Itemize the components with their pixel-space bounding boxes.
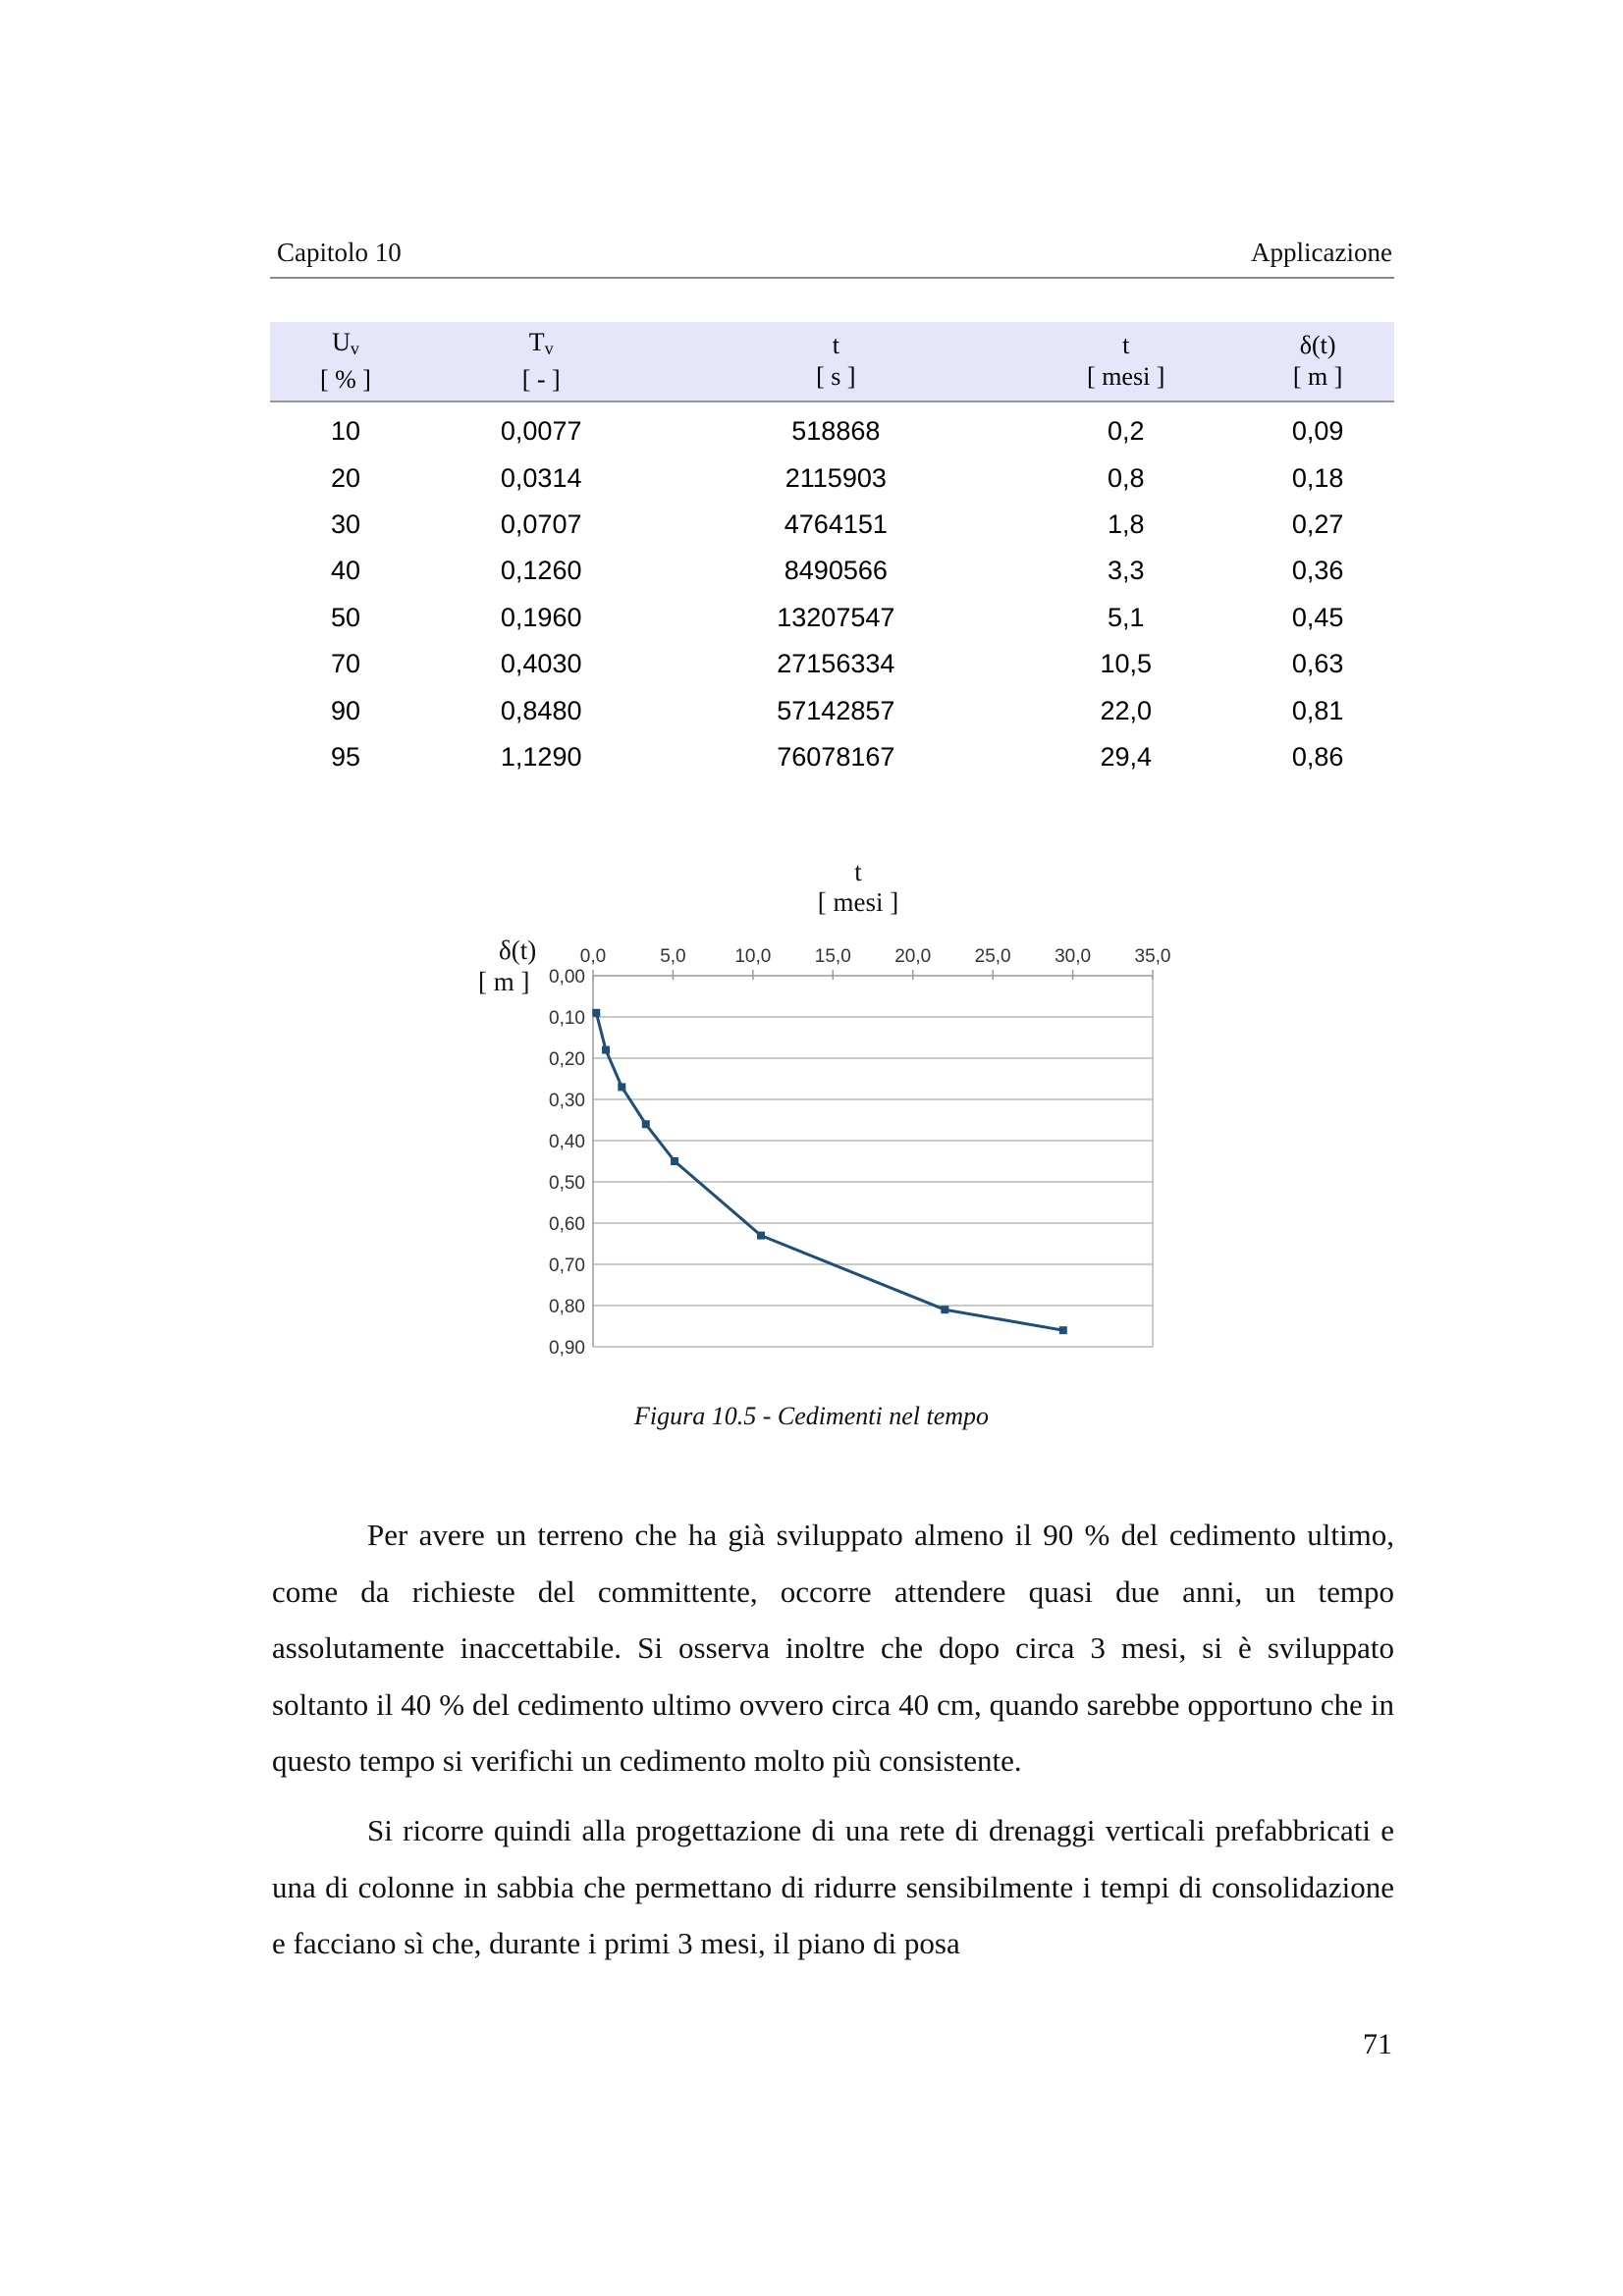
table-cell: 1,1290 xyxy=(500,741,582,772)
table-cell: 0,63 xyxy=(1291,649,1344,679)
table-cell: 8490566 xyxy=(784,556,888,586)
chart-y-tick-label: 0,70 xyxy=(549,1255,585,1276)
table-cell: 95 xyxy=(330,741,360,772)
table-cell: 29,4 xyxy=(1100,741,1153,772)
chart-x-axis-label: t xyxy=(854,857,862,886)
chart-data-point xyxy=(941,1306,948,1313)
table-cell: 0,1960 xyxy=(500,602,582,632)
chart-series-line xyxy=(596,1013,1063,1330)
table-cell: 70 xyxy=(330,649,360,679)
chart-y-tick-label: 0,20 xyxy=(549,1049,585,1070)
table-cell: 0,86 xyxy=(1291,741,1344,772)
chart-y-tick-label: 0,40 xyxy=(549,1132,585,1152)
chart-x-tick-label: 10,0 xyxy=(734,946,772,967)
chart-y-tick-label: 0,80 xyxy=(549,1297,585,1317)
column-header-uv: $U_v$ [ % ] xyxy=(270,322,421,401)
table-cell: 3,3 xyxy=(1107,556,1145,586)
table-cell: 90 xyxy=(330,695,360,725)
table-cell: 0,18 xyxy=(1291,462,1344,493)
column-header-tv: $T_v$ [ - ] xyxy=(421,322,662,401)
chart-data-point xyxy=(618,1083,625,1091)
table-cell: 20 xyxy=(330,462,360,493)
table-cell: 518868 xyxy=(791,416,881,447)
table-cell: 0,0707 xyxy=(500,508,582,539)
table-cell: 2115903 xyxy=(784,462,887,493)
chart-x-tick-label: 15,0 xyxy=(814,946,851,967)
page-number: 71 xyxy=(1363,2028,1392,2060)
column-header-settlement: δ(t) [ m ] xyxy=(1241,322,1394,401)
table-cell: 0,1260 xyxy=(500,556,582,586)
table-cell: 22,0 xyxy=(1100,695,1153,725)
chart-data-point xyxy=(671,1157,678,1165)
table-cell: 0,8480 xyxy=(500,695,582,725)
table-cell: 27156334 xyxy=(777,649,895,679)
chart-data-point xyxy=(592,1009,600,1017)
chart-x-tick-label: 20,0 xyxy=(894,946,932,967)
chart-x-tick-label: 25,0 xyxy=(974,946,1011,967)
chart-x-tick-label: 0,0 xyxy=(579,946,607,967)
table-cell: 50 xyxy=(330,602,360,632)
table-cell: 76078167 xyxy=(777,741,895,772)
table-cell: 0,81 xyxy=(1291,695,1344,725)
table-cell: 0,2 xyxy=(1107,416,1145,447)
table-cell: 0,09 xyxy=(1291,416,1344,447)
table-cell: 0,36 xyxy=(1291,556,1344,586)
table-cell: 10,5 xyxy=(1100,649,1153,679)
table-cell: 0,0314 xyxy=(500,462,582,493)
table-cell: 0,0077 xyxy=(500,416,582,447)
chart-data-point xyxy=(602,1046,610,1054)
chart-y-tick-label: 0,10 xyxy=(549,1008,585,1029)
body-paragraph: Si ricorre quindi alla progettazione di una rete di drenaggi verticali prefabbricati e una di colonne in sabbia che permettano di ridurre sensibilmente i tempi di consolidazione e facciano sì che, durante i primi 3 mesi, il piano di posa xyxy=(272,1813,1394,1960)
table-cell: 0,4030 xyxy=(500,649,582,679)
table-cell: 57142857 xyxy=(777,695,895,725)
chart-y-axis-unit: [ m ] xyxy=(478,967,530,996)
chart-y-tick-label: 0,50 xyxy=(549,1173,585,1194)
chart-y-tick-label: 0,00 xyxy=(549,967,585,988)
chart-data-point xyxy=(642,1120,650,1128)
table-cell: 4764151 xyxy=(784,508,888,539)
chart-x-tick-label: 35,0 xyxy=(1134,946,1171,967)
chart-y-tick-label: 0,30 xyxy=(549,1091,585,1111)
table-cell: 13207547 xyxy=(777,602,895,632)
table-cell: 0,27 xyxy=(1291,508,1344,539)
chart-y-axis-label: δ(t) xyxy=(499,935,537,965)
running-header-chapter: Capitolo 10 xyxy=(277,238,402,267)
table-cell: 0,45 xyxy=(1291,602,1344,632)
column-header-t-months: t [ mesi ] xyxy=(1010,322,1241,401)
chart-x-tick-label: 5,0 xyxy=(660,946,686,967)
table-cell: 1,8 xyxy=(1107,508,1145,539)
table-cell: 5,1 xyxy=(1107,602,1145,632)
chart-y-tick-label: 0,90 xyxy=(549,1338,585,1359)
table-cell: 30 xyxy=(330,508,360,539)
figure-caption: Figura 10.5 - Cedimenti nel tempo xyxy=(633,1402,990,1430)
chart-x-axis-unit: [ mesi ] xyxy=(817,887,899,917)
running-header-section: Applicazione xyxy=(1251,238,1392,267)
table-cell: 40 xyxy=(330,556,360,586)
chart-x-tick-label: 30,0 xyxy=(1055,946,1092,967)
chart-data-point xyxy=(1059,1326,1067,1334)
table-cell: 0,8 xyxy=(1107,462,1145,493)
column-header-t-seconds: t [ s ] xyxy=(661,322,1010,401)
chart-data-point xyxy=(757,1232,765,1240)
body-paragraph: Per avere un terreno che ha già sviluppato almeno il 90 % del cedimento ultimo, come da richieste del committente, occorre attendere quasi due anni, un tempo assolutamente inaccettabile. Si osserva inoltre che dopo circa 3 mesi, si è sviluppato soltanto il 40 % del cedimento ultimo ovvero circa 40 cm, quando sarebbe opportuno che in questo tempo si verifichi un cedimento molto più consistente. xyxy=(272,1518,1394,1778)
chart-y-tick-label: 0,60 xyxy=(549,1214,585,1235)
table-cell: 10 xyxy=(330,416,360,447)
